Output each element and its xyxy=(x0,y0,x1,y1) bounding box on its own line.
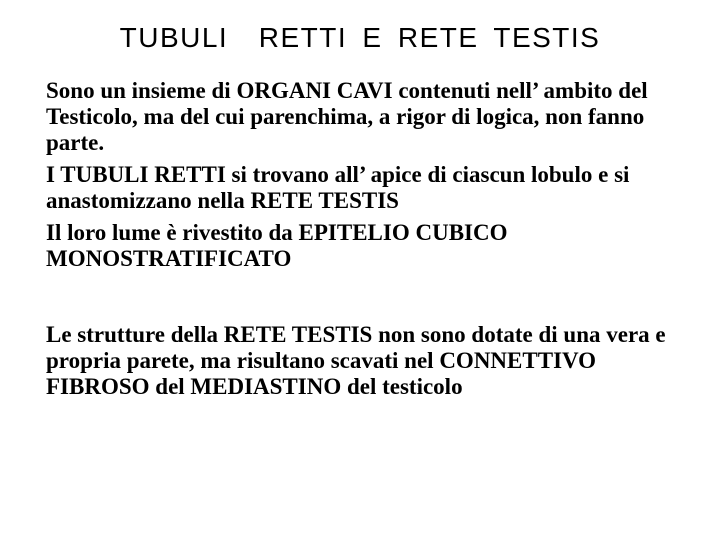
slide-title: TUBULI RETTI E RETE TESTIS xyxy=(119,22,601,53)
slide-body xyxy=(46,78,696,406)
paragraph-definition: Sono un insieme di ORGANI CAVI contenuti nell’ ambito del Testicolo, ma del cui parenchima, a rigor di logica, non fanno parte. xyxy=(46,78,648,155)
paragraph-location: I TUBULI RETTI si trovano all’ apice di ciascun lobulo e si anastomizzano nella RETE TESTIS xyxy=(46,162,630,213)
paragraph-epithelium: Il loro lume è rivestito da EPITELIO CUBICO MONOSTRATIFICATO xyxy=(46,220,508,271)
paragraph-rete-testis: Le strutture della RETE TESTIS non sono dotate di una vera e propria parete, ma risultano scavati nel CONNETTIVO FIBROSO del MEDIASTINO del testicolo xyxy=(46,322,666,399)
